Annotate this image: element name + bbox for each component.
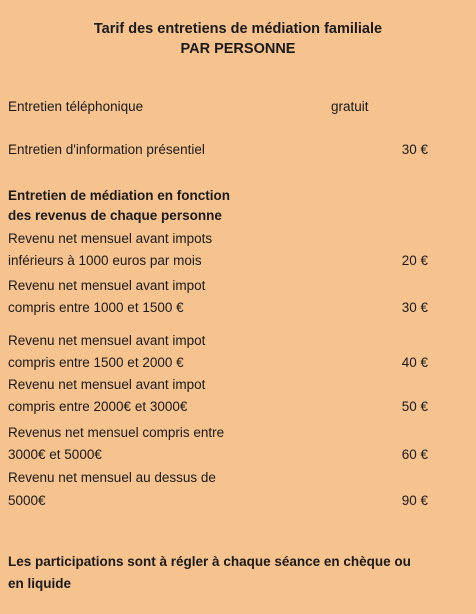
page-title: Tarif des entretiens de médiation familiale: [93, 21, 383, 37]
tier5-line2: 3000€ et 5000€: [8, 447, 102, 462]
tier6-price: 90 €: [401, 493, 428, 508]
information-price: 30 €: [401, 142, 428, 157]
mediation-heading-line2: des revenus de chaque personne: [8, 208, 222, 223]
tier4-line1: Revenu net mensuel avant impot: [8, 377, 206, 392]
mediation-heading-line1: Entretien de médiation en fonction: [8, 188, 231, 203]
tier3-line2: compris entre 1500 et 2000 €: [8, 355, 184, 370]
tier2-line2: compris entre 1000 et 1500 €: [8, 300, 184, 315]
tier4-price: 50 €: [401, 399, 428, 414]
tier4-line2: compris entre 2000€ et 3000€: [8, 399, 188, 414]
tier3-price: 40 €: [401, 355, 428, 370]
tier5-line1: Revenus net mensuel compris entre: [8, 425, 225, 440]
page-subtitle: PAR PERSONNE: [180, 41, 296, 57]
tier1-line2: inférieurs à 1000 euros par mois: [8, 253, 202, 268]
tier6-line1: Revenu net mensuel au dessus de: [8, 470, 216, 485]
telephone-label: Entretien téléphonique: [8, 99, 144, 114]
tier1-price: 20 €: [401, 253, 428, 268]
tier6-line2: 5000€: [8, 493, 46, 508]
tier2-line1: Revenu net mensuel avant impot: [8, 278, 206, 293]
footer-line2: en liquide: [8, 576, 72, 591]
tier5-price: 60 €: [401, 447, 428, 462]
tier1-line1: Revenu net mensuel avant impots: [8, 231, 213, 246]
tier2-price: 30 €: [401, 300, 428, 315]
telephone-price: gratuit: [331, 99, 369, 114]
information-label: Entretien d'information présentiel: [8, 142, 205, 157]
tier3-line1: Revenu net mensuel avant impot: [8, 333, 206, 348]
footer-line1: Les participations sont à régler à chaque séance en chèque ou: [8, 554, 411, 569]
